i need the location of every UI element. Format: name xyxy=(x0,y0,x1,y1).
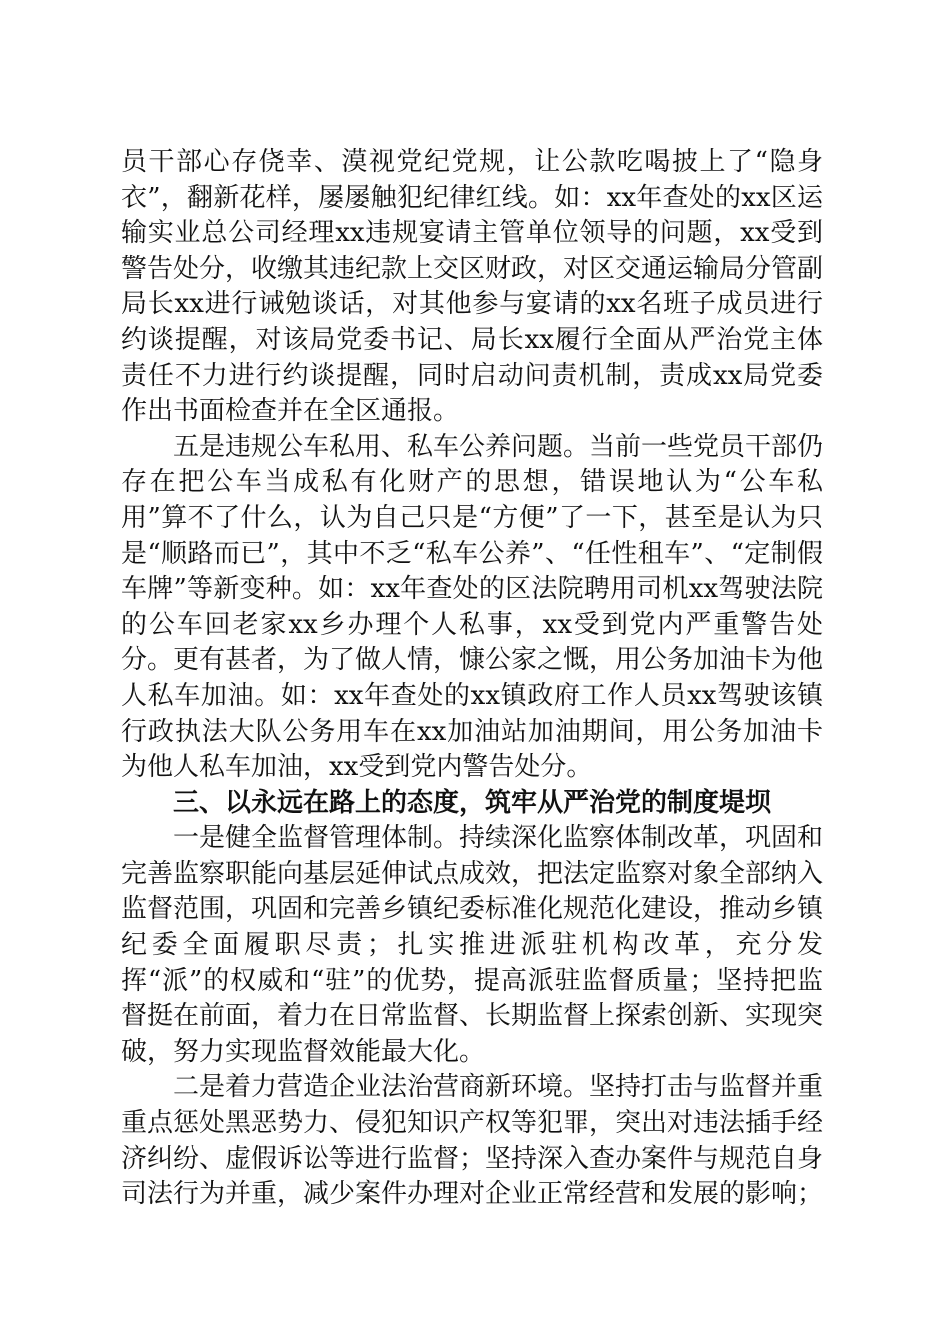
paragraph-continuation: 员干部心存侥幸、漠视党纪党规，让公款吃喝披上了“隐身衣”，翻新花样，屡屡触犯纪律红线。如：xx年查处的xx区运输实业总公司经理xx违规宴请主管单位领导的问题，xx受到警告处分，收缴其违纪款上交区财政，对区交通运输局分管副局长xx进行诫勉谈话，对其他参与宴请的xx名班子成员进行约谈提醒，对该局党委书记、局长xx履行全面从严治党主体责任不力进行约谈提醒，同时启动问责机制，责成xx局党委作出书面检查并在全区通报。 xyxy=(121,147,824,427)
paragraph-item-two: 二是着力营造企业法治营商新环境。坚持打击与监督并重重点惩处黑恶势力、侵犯知识产权等犯罪，突出对违法插手经济纠纷、虚假诉讼等进行监督；坚持深入查办案件与规范自身司法行为并重，减少案件办理对企业正常经营和发展的影响； xyxy=(121,1072,824,1210)
paragraph-item-five: 五是违规公车私用、私车公养问题。当前一些党员干部仍存在把公车当成私有化财产的思想，错误地认为“公车私用”算不了什么，认为自己只是“方便”了一下，甚至是认为只是“顺路而已”，其中不乏“私车公养”、“任性租车”、“定制假车牌”等新变种。如：xx年查处的区法院聘用司机xx驾驶法院的公车回老家xx乡办理个人私事，xx受到党内严重警告处分。更有甚者，为了做人情，慷公家之慨，用公务加油卡为他人私车加油。如：xx年查处的xx镇政府工作人员xx驾驶该镇行政执法大队公务用车在xx加油站加油期间，用公务加油卡为他人私车加油，xx受到党内警告处分。 xyxy=(121,431,824,783)
paragraph-item-one: 一是健全监督管理体制。持续深化监察体制改革，巩固和完善监察职能向基层延伸试点成效，把法定监察对象全部纳入监督范围，巩固和完善乡镇纪委标准化规范化建设，推动乡镇纪委全面履职尽责；扎实推进派驻机构改革，充分发挥“派”的权威和“驻”的优势，提高派驻监督质量；坚持把监督挺在前面，着力在日常监督、长期监督上探索创新、实现突破，努力实现监督效能最大化。 xyxy=(121,823,824,1067)
document-body xyxy=(121,145,823,1213)
section-heading-three: 三、以永远在路上的态度，筑牢从严治党的制度堤坝 xyxy=(173,787,772,818)
